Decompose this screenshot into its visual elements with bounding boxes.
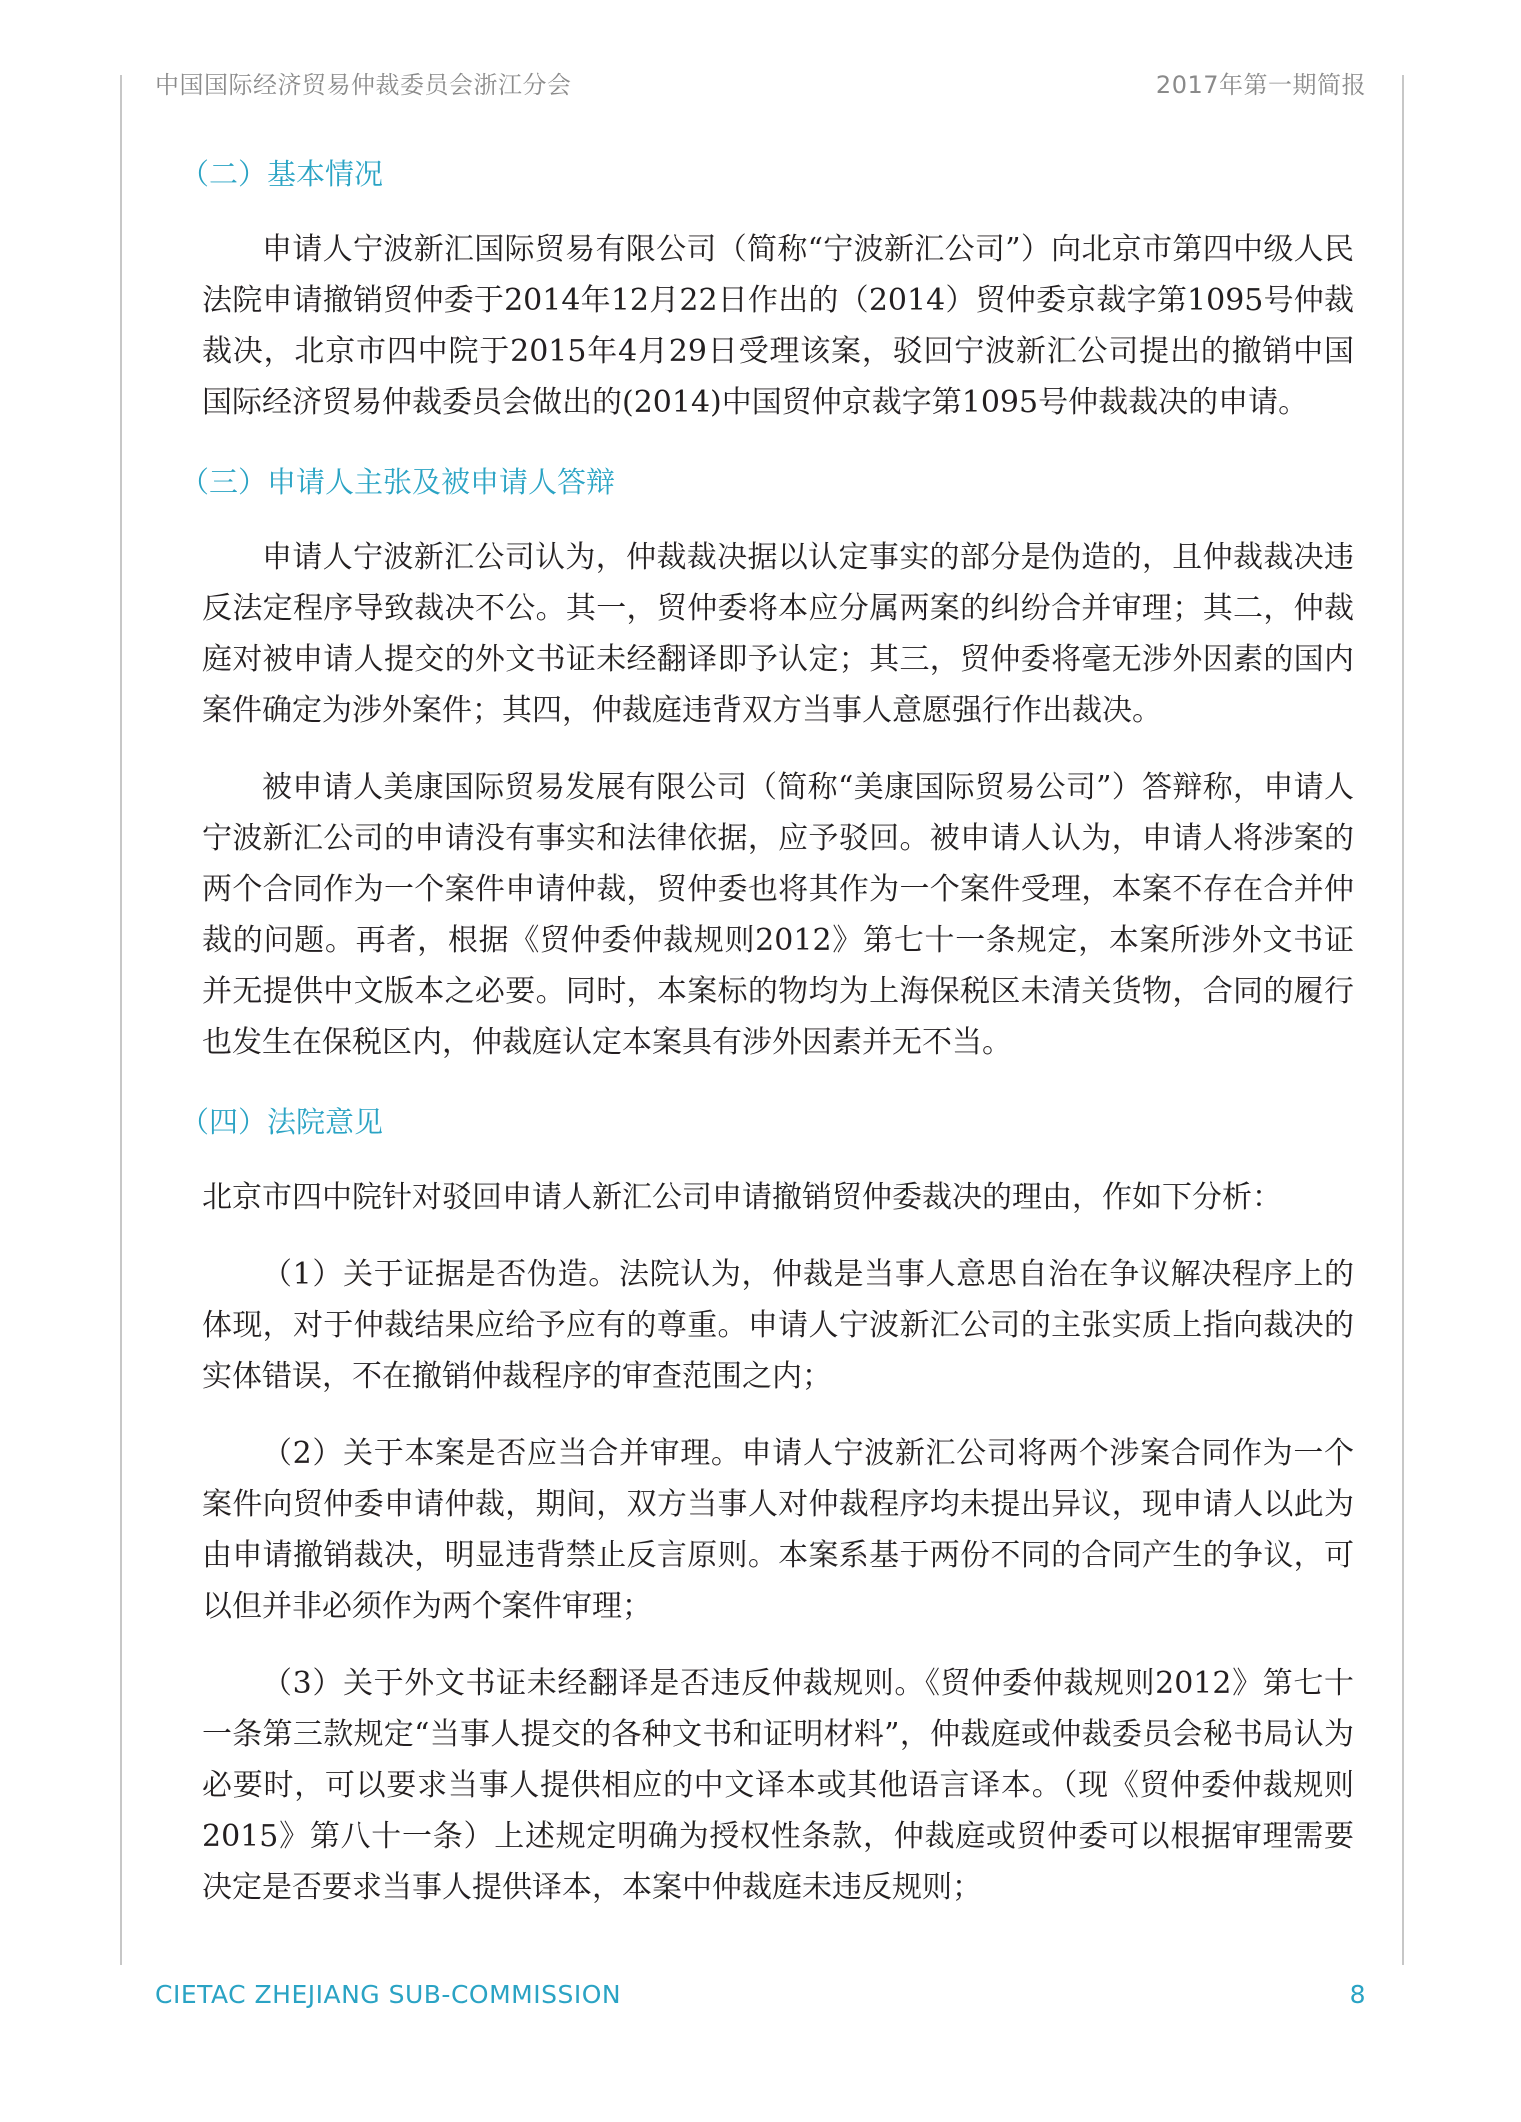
paragraph: （1）关于证据是否伪造。法院认为，仲裁是当事人意思自治在争议解决程序上的体现，对于仲裁结果应给予应有的尊重。申请人宁波新汇公司的主张实质上指向裁决的实体错误，不在撤销仲裁程序的审查范围之内；	[202, 1257, 1354, 1394]
section-title-claims-defense: （三）申请人主张及被申请人答辩	[180, 465, 616, 499]
footer-org: CIETAC ZHEJIANG SUB-COMMISSION	[155, 1980, 622, 2009]
paragraph: 申请人宁波新汇公司认为，仲裁裁决据以认定事实的部分是伪造的，且仲裁裁决违反法定程序导致裁决不公。其一，贸仲委将本应分属两案的纠纷合并审理；其二，仲裁庭对被申请人提交的外文书证未经翻译即予认定；其三，贸仲委将毫无涉外因素的国内案件确定为涉外案件；其四，仲裁庭违背双方当事人意愿强行作出裁决。	[202, 540, 1354, 728]
paragraph: 申请人宁波新汇国际贸易有限公司（简称“宁波新汇公司”）向北京市第四中级人民法院申请撤销贸仲委于2014年12月22日作出的（2014）贸仲委京裁字第1095号仲裁裁决，北京市四中院于2015年4月29日受理该案，驳回宁波新汇公司提出的撤销中国国际经济贸易仲裁委员会做出的(2014)中国贸仲京裁字第1095号仲裁裁决的申请。	[202, 232, 1354, 420]
page-footer	[155, 1980, 1366, 2009]
paragraph: 被申请人美康国际贸易发展有限公司（简称“美康国际贸易公司”）答辩称，申请人宁波新汇公司的申请没有事实和法律依据，应予驳回。被申请人认为，申请人将涉案的两个合同作为一个案件申请仲裁，贸仲委也将其作为一个案件受理，本案不存在合并仲裁的问题。再者，根据《贸仲委仲裁规则2012》第七十一条规定，本案所涉外文书证并无提供中文版本之必要。同时，本案标的物均为上海保税区未清关货物，合同的履行也发生在保税区内，仲裁庭认定本案具有涉外因素并无不当。	[202, 770, 1354, 1060]
paragraph: （2）关于本案是否应当合并审理。申请人宁波新汇公司将两个涉案合同作为一个案件向贸仲委申请仲裁，期间，双方当事人对仲裁程序均未提出异议，现申请人以此为由申请撤销裁决，明显违背禁止反言原则。本案系基于两份不同的合同产生的争议，可以但并非必须作为两个案件审理；	[202, 1436, 1354, 1624]
section-title-basic-facts: （二）基本情况	[180, 157, 384, 191]
header-issue: 2017年第一期简报	[1155, 70, 1366, 99]
header-org: 中国国际经济贸易仲裁委员会浙江分会	[155, 70, 572, 99]
left-margin-rule	[120, 75, 122, 1965]
page-number: 8	[1349, 1980, 1366, 2009]
right-margin-rule	[1402, 75, 1404, 1965]
paragraph: （3）关于外文书证未经翻译是否违反仲裁规则。《贸仲委仲裁规则2012》第七十一条第三款规定“当事人提交的各种文书和证明材料”，仲裁庭或仲裁委员会秘书局认为必要时，可以要求当事人提供相应的中文译本或其他语言译本。（现《贸仲委仲裁规则2015》第八十一条）上述规定明确为授权性条款，仲裁庭或贸仲委可以根据审理需要决定是否要求当事人提供译本，本案中仲裁庭未违反规则；	[202, 1666, 1354, 1905]
paragraph-intro: 北京市四中院针对驳回申请人新汇公司申请撤销贸仲委裁决的理由，作如下分析：	[202, 1180, 1282, 1215]
page-content	[180, 150, 1354, 1913]
page-header	[155, 62, 1366, 102]
section-title-court-opinion: （四）法院意见	[180, 1105, 384, 1139]
